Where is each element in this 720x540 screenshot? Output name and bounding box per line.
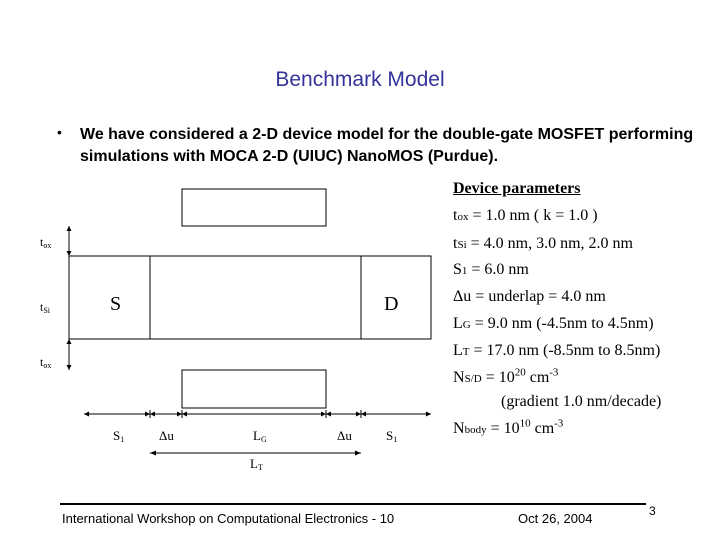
lg-label: LG xyxy=(253,428,267,444)
param-du: Δu = underlap = 4.0 nm xyxy=(453,288,606,305)
drain-label: D xyxy=(384,293,399,315)
bullet-text: We have considered a 2-D device model for the double-gate MOSFET performing simulations with MOCA 2-D (UIUC) NanoMOS (Purdue). xyxy=(80,126,694,165)
source-label: S xyxy=(110,293,122,315)
param-lg: LG = 9.0 nm (-4.5nm to 4.5nm) xyxy=(453,315,654,332)
slide-title: Benchmark Model xyxy=(275,68,445,91)
footer-workshop: International Workshop on Computational Electronics - 10 xyxy=(62,511,395,526)
bottom-gate-box xyxy=(182,370,326,408)
du-left-label: Δu xyxy=(159,428,174,443)
page-number: 3 xyxy=(649,504,656,518)
param-nbody: Nbody = $10^{10}$ $cm^{-3}$ xyxy=(453,417,564,437)
tox-top-label: tox xyxy=(40,235,52,250)
channel-box xyxy=(69,256,431,339)
param-gradient: (gradient 1.0 nm/decade) xyxy=(501,393,662,410)
params-heading: Device parameters xyxy=(453,180,581,197)
du-right-label: Δu xyxy=(337,428,352,443)
footer-date: Oct 26, 2004 xyxy=(518,511,593,526)
lt-label: LT xyxy=(250,456,263,472)
tsi-label: tSi xyxy=(40,300,51,315)
param-nsd: $NS/D = 10^{20}$ $cm^{-3}$ xyxy=(453,366,559,386)
tox-bottom-label: tox xyxy=(40,355,52,370)
param-s1: S1 = 6.0 nm xyxy=(453,261,529,278)
top-gate-box xyxy=(182,189,326,226)
bullet-symbol: • xyxy=(57,124,62,140)
s1-left-label: S1 xyxy=(113,428,125,444)
s1-right-label: S1 xyxy=(386,428,398,444)
param-lt: LT = 17.0 nm (-8.5nm to 8.5nm) xyxy=(453,342,661,359)
param-tox: tox = 1.0 nm ( k = 1.0 ) xyxy=(453,207,598,224)
param-tsi: tSi = 4.0 nm, 3.0 nm, 2.0 nm xyxy=(453,235,633,252)
